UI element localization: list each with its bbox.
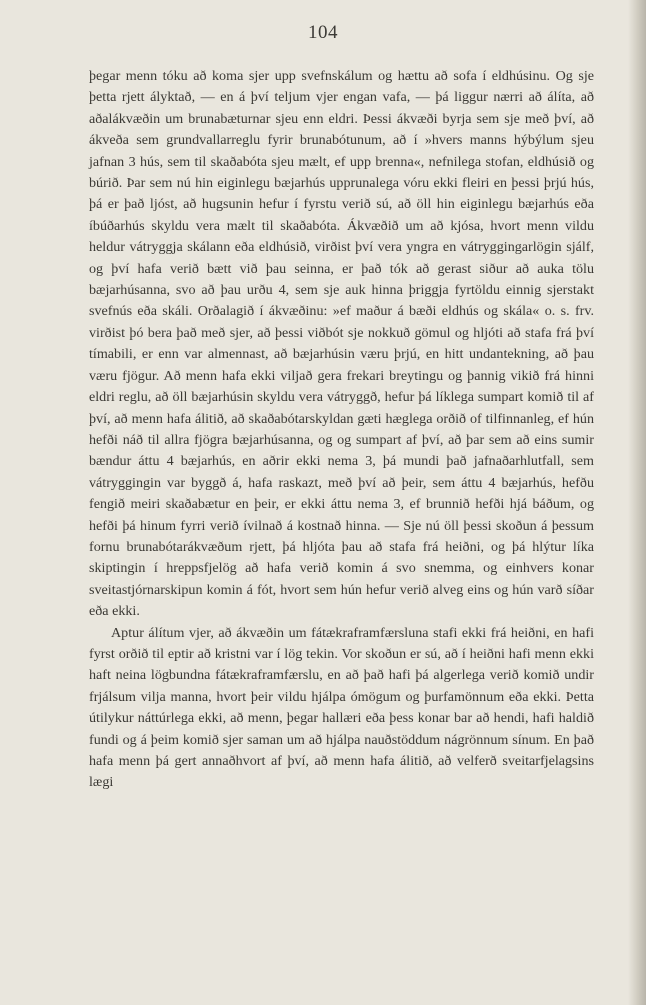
body-text: [89, 66, 594, 794]
paragraph-1: þegar menn tóku að koma sjer upp svefnskálum og hættu að sofa í eldhúsinu. Og sje þetta rjett ályktað, — en á því teljum vjer engan vafa, — þá liggur nærri að álíta, að aðalákvæðin um brunabæturnar sjeu enn eldri. Þessi ákvæði byrja sem sje með því, að ákveða sem grundvallarreglu fyrir brunabótunum, að í »hvers manns hýbýlum sjeu jafnan 3 hús, sem til skaðabóta sjeu mælt, ef upp brenna«, nefnilega stofan, eldhúsið og búrið. Þar sem nú hin eiginlegu bæjarhús upprunalega vóru ekki fleiri en þessi þrjú hús, þá er það ljóst, að hugsunin hefur í fyrstu verið sú, að öll hin eiginlegu bæjarhús eða íbúðarhús skyldu vera mælt til skaðabóta. Ákvæðið um að kjósa, hvort menn vildu heldur vátryggja skálann eða eldhúsið, virðist því vera yngra en vátryggingarlögin sjálf, og því hafa verið bætt við þau seinna, er það tók að gerast siður að auka tölu bæjarhúsanna, svo að þau urðu 4, sem sje auk hinna þriggja fyrtöldu einnig sjerstakt svefnús eða skáli. Orðalagið í ákvæðinu: »ef maður á bæði eldhús og skála« o. s. frv. virðist þó bera það með sjer, að þessi viðbót sje nokkuð gömul og hljóti að stafa frá því tímabili, er enn var almennast, að bæjarhúsin væru þrjú, en hitt undantekning, að þau væru fjögur. Að menn hafa ekki viljað gera frekari breytingu og þannig vikið frá hinni eldri reglu, að öll bæjarhúsin skyldu vera vátryggð, hefur þá líklega sumpart komið til af því, að menn hafa álitið, að skaðabótarskyldan gæti hæglega orðið of tilfinnanleg, ef hún hefði náð til allra fjögra bæjarhúsanna, og og sumpart af því, að þar sem að eins sumir bændur áttu 4 bæjarhús, en aðrir ekki nema 3, þá mundi það jafnaðarhlutfall, sem vátryggingin var byggð á, hafa raskazt, með því að þeir, sem áttu 4 bæjarhús, hefðu fengið meiri skaðabætur en þeir, er ekki áttu nema 3, ef brunnið hefði hjá báðum, og hefði þá hinum fyrri verið ívilnað á kostnað hinna. — Sje nú öll þessi skoðun á þessum fornu brunabótarákvæðum rjett, þá hljóta þau að stafa frá heiðni, og þá hlýtur líka skiptingin í hreppsfjelög að hafa verið komin á svo snemma, og einhvers konar sveitastjórnarskipun komin á fót, hvort sem hún hefur verið alveg eins og hún varð síðar eða ekki.: [89, 68, 594, 620]
page-spine-edge: [628, 0, 646, 1005]
page-number: 104: [308, 22, 338, 43]
paragraph-2: Aptur álítum vjer, að ákvæðin um fátækraframfærsluna stafi ekki frá heiðni, en hafi fyrst orðið til eptir að kristni var í lög tekin. Vor skoðun er sú, að í heiðni hafi menn ekki haft neina lögbundna fátækraframfærslu, en að það hafi þá algerlega verið komið undir frjálsum vilja manna, hvort þeir vildu hjálpa ómögum og þurfamönnum eða ekki. Þetta útilykur náttúrlega ekki, að menn, þegar hallæri eða þess konar bar að hendi, hafi haldið fundi og á þeim komið sjer saman um að hjálpa nauðstöddum nágrönnum sínum. En það hafa menn þá gert annaðhvort af því, að menn hafa álitið, að velferð sveitarfjelagsins lægi: [89, 624, 594, 791]
